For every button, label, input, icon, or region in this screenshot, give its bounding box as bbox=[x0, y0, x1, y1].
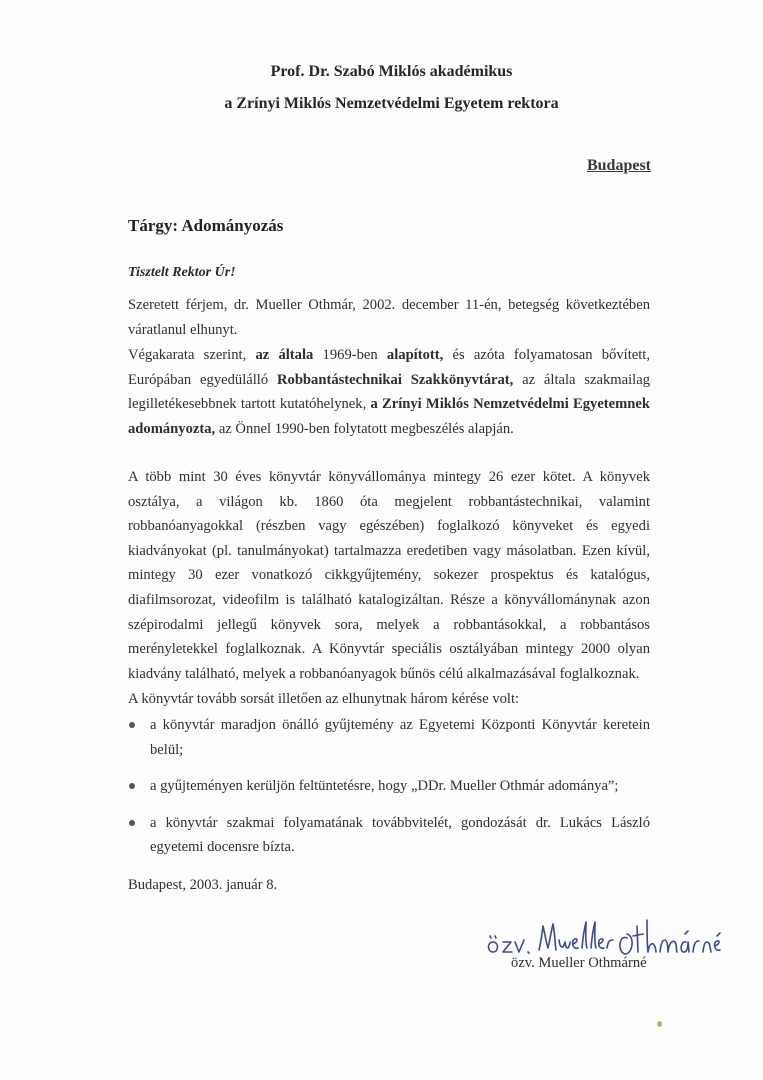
paper-speck bbox=[657, 1021, 662, 1027]
request-text-3: a könyvtár szakmai folyamatának továbbvitelét, gondozását dr. Lukács László egyetemi docensre bízta. bbox=[150, 814, 650, 856]
handwritten-signature bbox=[485, 912, 735, 960]
paragraph-3 bbox=[128, 465, 650, 686]
letterhead-line-1: Prof. Dr. Szabó Miklós akadémikus bbox=[270, 63, 513, 80]
paragraph-2-part-3: és azóta folyamatosan bővített, Európában egyedülálló bbox=[128, 347, 651, 388]
bullet-icon bbox=[129, 722, 135, 728]
paragraph-4-text: A könyvtár tovább sorsát illetően az elhunytnak három kérése volt: bbox=[128, 691, 520, 707]
paragraph-3-text: A több mint 30 éves könyvtár könyvállománya mintegy 26 ezer kötet. A könyvek osztálya, a világon kb. 1860 óta megjelent robbantástechnikai, valamint robbanóanyagokkal (részben vagy egészében) foglalkozó könyveket és egyedi kiadványokat (pl. tanulmányokat) tartalmazza eredetiben vagy másolatban. Ezen kívül, mintegy 30 ezer vonatkozó cikkgyűjtemény, sokezer prospektus és katalógus, diafilmsorozat, videofilm is található katalogizáltan. Része a könyvállománynak azon szépirodalmi jellegű könyvek sora, melyek a robbantásokkal, a robbantásos merényletekkel foglalkoznak. A Könyvtár speciális osztályában mintegy 2000 olyan kiadvány található, melyek a robbanóanyagok bűnös célú alkalmazásával foglalkoznak. bbox=[128, 469, 650, 682]
paragraph-1 bbox=[128, 293, 650, 342]
bullet-icon bbox=[129, 820, 135, 826]
paragraph-2 bbox=[128, 343, 650, 441]
paragraph-2-part-4: az általa szakmailag legilletékesebbnek tartott kutatóhelynek, bbox=[128, 371, 651, 413]
subject-line: Tárgy: Adományozás bbox=[128, 216, 284, 235]
paragraph-2-bold-3: Robbantástechnikai Szakkönyvtárat, bbox=[276, 371, 514, 388]
list-item bbox=[128, 811, 650, 860]
letterhead-line-2: a Zrínyi Miklós Nemzetvédelmi Egyetem rektora bbox=[224, 95, 559, 112]
paragraph-2-bold-4: a Zrínyi Miklós Nemzetvédelmi Egyetemnek adományozta, bbox=[128, 396, 650, 437]
request-text-1: a könyvtár maradjon önálló gyűjtemény az Egyetemi Központi Könyvtár keretein belül; bbox=[150, 717, 650, 758]
paragraph-2-part-1: Végakarata szerint, bbox=[128, 347, 256, 363]
date-line: Budapest, 2003. január 8. bbox=[128, 877, 278, 893]
paragraph-4 bbox=[128, 687, 650, 712]
paragraph-2-bold-2: alapított, bbox=[386, 347, 444, 363]
request-text-2: a gyűjteményen kerüljön feltüntetésre, hogy „DDr. Mueller Othmár adománya”; bbox=[150, 778, 619, 795]
paragraph-2-bold-1: az általa bbox=[255, 347, 314, 363]
requests-list bbox=[128, 713, 650, 860]
salutation: Tisztelt Rektor Úr! bbox=[128, 265, 236, 280]
list-item bbox=[128, 774, 650, 799]
place-label: Budapest bbox=[586, 157, 651, 174]
bullet-icon bbox=[129, 783, 135, 789]
signer-name: özv. Mueller Othmárné bbox=[511, 955, 647, 971]
paragraph-2-part-5: az Önnel 1990-ben folytatott megbeszélés alapján. bbox=[215, 420, 514, 437]
list-item bbox=[128, 713, 650, 762]
paragraph-2-part-2: 1969-ben bbox=[313, 347, 387, 363]
paragraph-1-text: Szeretett férjem, dr. Mueller Othmár, 2002. december 11-én, betegség következtében váratlanul elhunyt. bbox=[128, 297, 650, 338]
